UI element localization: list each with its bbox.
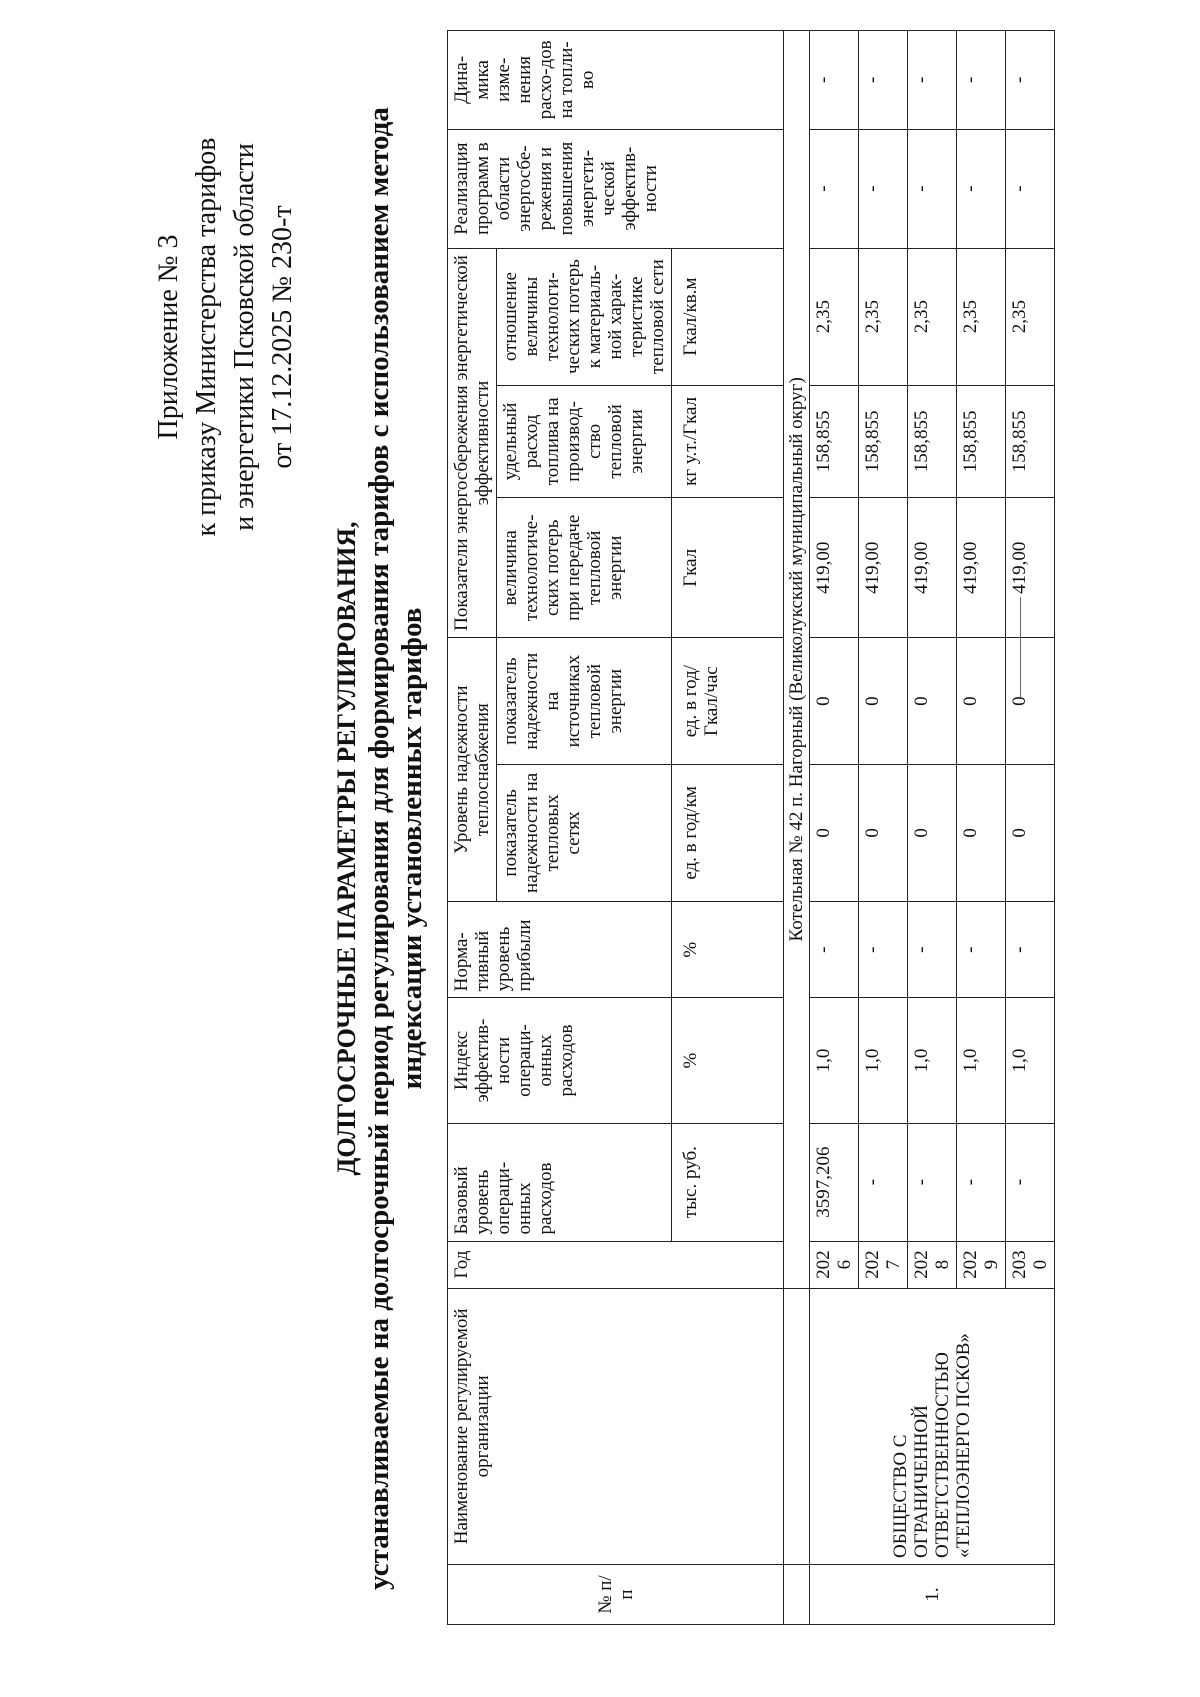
header-row-1 <box>448 31 497 1625</box>
col-header-reliability: Уровень надежности теплоснабжения <box>448 638 497 902</box>
row-profit: - <box>957 901 1006 997</box>
row-year: 2027 <box>859 1241 908 1288</box>
row-ratio: 2,35 <box>957 248 1006 385</box>
row-year: 2029 <box>957 1241 1006 1288</box>
row-fuel: 158,855 <box>908 385 957 497</box>
regulation-parameters-table <box>447 30 1055 1625</box>
appendix-ministry: и энергетики Псковской области <box>229 143 260 531</box>
row-index: 1,0 <box>957 998 1006 1123</box>
row-index: 1,0 <box>810 998 859 1123</box>
col-header-rel-src: показатель надежности на источниках тепловой энергии <box>497 638 672 764</box>
col-header-year: Год <box>448 1241 784 1288</box>
row-profit: - <box>810 901 859 997</box>
row-loss: 419,00 <box>908 498 957 638</box>
title-line-2: устанавливаемые на долгосрочный период регулирования для формирования тарифов с использованием метода <box>363 107 395 1590</box>
row-index: 1,0 <box>1006 998 1055 1123</box>
col-header-programs: Реализация программ в области энергосбе-режения и повышения энергети-ческой эффектив-ности <box>448 129 784 248</box>
row-loss: 419,00 <box>810 498 859 638</box>
row-fuel: 158,855 <box>859 385 908 497</box>
row-index: 1,0 <box>859 998 908 1123</box>
row-programs: - <box>810 129 859 248</box>
section-boiler-house: Котельная № 42 п. Нагорный (Великолукский муниципальный округ) <box>784 31 810 1289</box>
row-dynamics: - <box>957 31 1006 130</box>
row-base: - <box>859 1123 908 1241</box>
unit-profit: % <box>672 901 784 997</box>
section-empty-1 <box>784 1565 810 1625</box>
row-dynamics: - <box>1006 31 1055 130</box>
row-profit: - <box>859 901 908 997</box>
unit-index: % <box>672 998 784 1123</box>
row-rel-src: 0 <box>908 638 957 764</box>
unit-fuel: кг у.т./Гкал <box>672 385 784 497</box>
row-base: 3597,206 <box>810 1123 859 1241</box>
row-profit: - <box>908 901 957 997</box>
row-fuel: 158,855 <box>810 385 859 497</box>
row-ratio: 2,35 <box>908 248 957 385</box>
row-loss: 419,00 <box>957 498 1006 638</box>
row-rel-src: 0 <box>859 638 908 764</box>
row-base: - <box>908 1123 957 1241</box>
section-empty-2 <box>784 1288 810 1564</box>
row-index: 1,0 <box>908 998 957 1123</box>
unit-base: тыс. руб. <box>672 1123 784 1241</box>
appendix-date: от 17.12.2025 № 230-т <box>267 205 298 469</box>
appendix-header <box>150 57 302 617</box>
table-row <box>810 31 859 1625</box>
row-dynamics: - <box>810 31 859 130</box>
row-fuel: 158,855 <box>1006 385 1055 497</box>
col-header-dynamics: Дина-мика изме-нения расхо-дов на топли-во <box>448 31 784 130</box>
appendix-number: Приложение № 3 <box>153 234 184 440</box>
row-rel-net: 0 <box>908 764 957 901</box>
unit-loss: Гкал <box>672 498 784 638</box>
row-rel-src: 0 <box>957 638 1006 764</box>
row-year: 2028 <box>908 1241 957 1288</box>
row-programs: - <box>1006 129 1055 248</box>
row-rel-net: 0 <box>957 764 1006 901</box>
row-rel-src: 0 <box>810 638 859 764</box>
row-year: 2030 <box>1006 1241 1055 1288</box>
col-header-org: Наименование регулируемой организации <box>448 1288 784 1564</box>
col-header-loss: величина технологиче-ских потерь при передаче тепловой энергии <box>497 498 672 638</box>
row-loss: 419,00 <box>859 498 908 638</box>
document-title <box>330 0 429 1697</box>
row-base: - <box>1006 1123 1055 1241</box>
row-base: - <box>957 1123 1006 1241</box>
row-dynamics: - <box>908 31 957 130</box>
appendix-order-ref: к приказу Министерства тарифов <box>191 137 222 537</box>
col-header-index: Индекс эффектив-ности операци-онных расходов <box>448 998 672 1123</box>
title-line-1: ДОЛГОСРОЧНЫЕ ПАРАМЕТРЫ РЕГУЛИРОВАНИЯ, <box>332 521 361 1176</box>
title-line-3: индексации установленных тарифов <box>396 607 428 1090</box>
unit-rel-src: ед. в год/Гкал/час <box>672 638 784 764</box>
col-header-rel-net: показатель надежности на тепловых сетях <box>497 764 672 901</box>
row-rel-net: 0 <box>859 764 908 901</box>
org-name: ОБЩЕСТВО С ОГРАНИЧЕННОЙ ОТВЕТСТВЕННОСТЬЮ «ТЕПЛОЭНЕРГО ПСКОВ» <box>810 1288 1055 1564</box>
org-number: 1. <box>810 1565 1055 1625</box>
unit-rel-net: ед. в год/км <box>672 764 784 901</box>
row-ratio: 2,35 <box>810 248 859 385</box>
row-year: 2026 <box>810 1241 859 1288</box>
col-header-num: № п/п <box>448 1565 784 1625</box>
row-ratio: 2,35 <box>1006 248 1055 385</box>
col-header-fuel: удельный расход топлива на производ-ство тепловой энергии <box>497 385 672 497</box>
row-rel-src: 0 <box>1006 638 1055 764</box>
unit-ratio: Гкал/кв.м <box>672 248 784 385</box>
col-header-profit: Норма-тивный уровень прибыли <box>448 901 672 997</box>
col-header-energy: Показатели энергосбережения энергетической эффективности <box>448 248 497 638</box>
col-header-ratio: отношение величины технологи-ческих потерь к материаль-ной харак-теристике тепловой сети <box>497 248 672 385</box>
row-rel-net: 0 <box>810 764 859 901</box>
row-programs: - <box>908 129 957 248</box>
bottom-divider-line <box>1020 597 1021 697</box>
section-row <box>784 31 810 1625</box>
row-loss: 419,00 <box>1006 498 1055 638</box>
row-programs: - <box>859 129 908 248</box>
col-header-base: Базовый уровень операци-онных расходов <box>448 1123 672 1241</box>
row-dynamics: - <box>859 31 908 130</box>
row-programs: - <box>957 129 1006 248</box>
row-fuel: 158,855 <box>957 385 1006 497</box>
row-rel-net: 0 <box>1006 764 1055 901</box>
row-ratio: 2,35 <box>859 248 908 385</box>
row-profit: - <box>1006 901 1055 997</box>
